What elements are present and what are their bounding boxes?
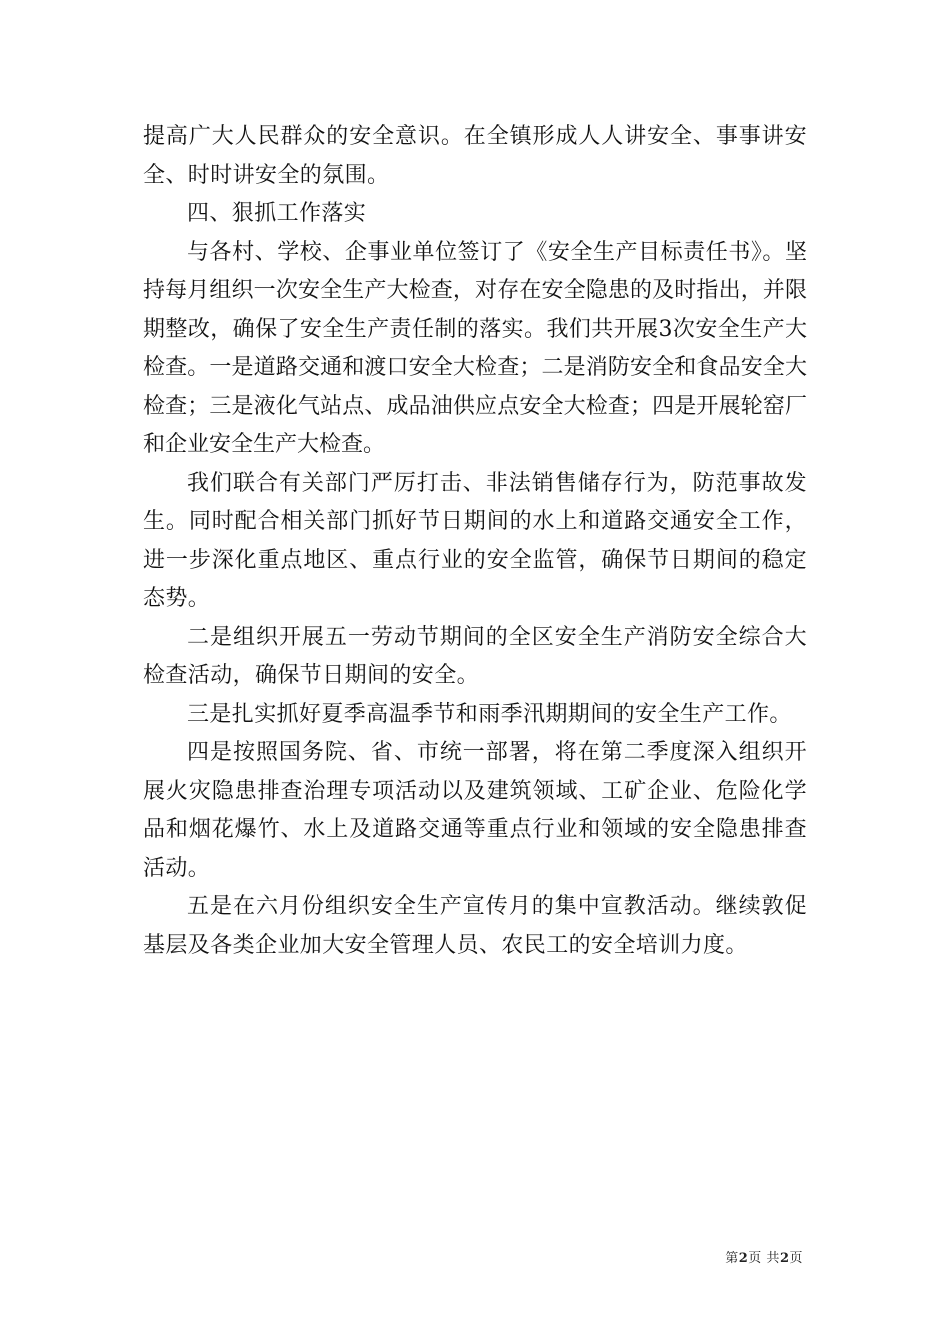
paragraph: 我们联合有关部门严厉打击、非法销售储存行为，防范事故发生。同时配合相关部门抓好节日期间的水上和道路交通安全工作，进一步深化重点地区、重点行业的安全监管，确保节日期间的稳定态势。 (143, 470, 807, 611)
footer-prefix: 第 (725, 1251, 739, 1266)
paragraph: 五是在六月份组织安全生产宣传月的集中宣教活动。继续敦促基层及各类企业加大安全管理人员、农民工的安全培训力度。 (143, 894, 807, 958)
footer-middle: 页 共 (748, 1251, 780, 1266)
section-heading: 四、狠抓工作落实 (187, 201, 367, 226)
paragraph: 三是扎实抓好夏季高温季节和雨季汛期期间的安全生产工作。 (187, 701, 792, 727)
page-number-footer (725, 1247, 803, 1266)
footer-current-page: 2 (738, 1251, 749, 1266)
document-body (143, 118, 807, 965)
footer-total-pages: 2 (779, 1251, 790, 1266)
paragraph-continued: 提高广大人民群众的安全意识。在全镇形成人人讲安全、事事讲安全、时时讲安全的氛围。 (143, 124, 807, 188)
paragraph: 与各村、学校、企事业单位签订了《安全生产目标责任书》。坚持每月组织一次安全生产大检查，对存在安全隐患的及时指出，并限期整改，确保了安全生产责任制的落实。我们共开展3次安全生产大检查。一是道路交通和渡口安全大检查；二是消防安全和食品安全大检查；三是液化气站点、成品油供应点安全大检查；四是开展轮窑厂和企业安全生产大检查。 (143, 239, 807, 457)
paragraph: 二是组织开展五一劳动节期间的全区安全生产消防安全综合大检查活动，确保节日期间的安全。 (143, 624, 807, 688)
paragraph: 四是按照国务院、省、市统一部署，将在第二季度深入组织开展火灾隐患排查治理专项活动以及建筑领域、工矿企业、危险化学品和烟花爆竹、水上及道路交通等重点行业和领域的安全隐患排查活动。 (143, 740, 807, 881)
footer-suffix: 页 (789, 1251, 803, 1266)
